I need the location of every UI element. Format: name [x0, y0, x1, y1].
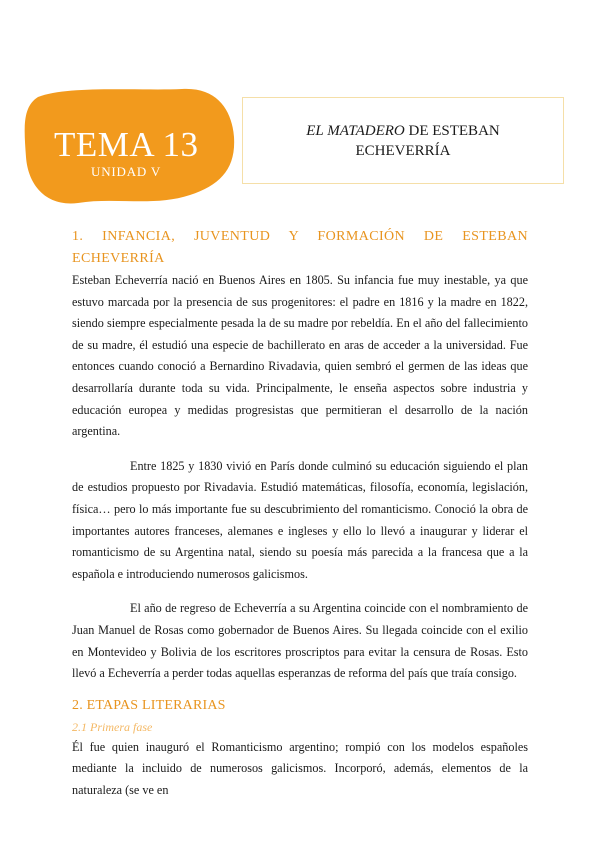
section-1-heading: 1. INFANCIA, JUVENTUD Y FORMACIÓN DE ESTEBAN ECHEVERRÍA: [72, 229, 528, 266]
section-2-1-subheading: 2.1 Primera fase: [72, 719, 153, 734]
title-work-name: EL MATADERO: [306, 122, 405, 139]
unidad-label: UNIDAD V: [91, 164, 162, 179]
section-2-heading: 2. ETAPAS LITERARIAS: [72, 697, 226, 713]
section-1-paragraph-2: Entre 1825 y 1830 vivió en París donde culminó su educación siguiendo el plan de estudios propuesto por Rivadavia. Estudió matemáticas, filosofía, economía, legislación, física… pero lo más importante fue su descubrimiento del romanticismo. Conoció la obra de importantes autores franceses, alemanes e ingleses y ello lo llevó a inaugurar y liderar el romanticismo de su Argentina natal, siendo su poesía más parecida a la francesa que a la española e introduciendo numerosos galicismos.: [72, 458, 528, 581]
section-2-paragraph-1: Él fue quien inauguró el Romanticismo argentino; rompió con los modelos españoles mediante la incluido de numerosos galicismos. Incorporó, además, elementos de la naturaleza (se ve en: [72, 739, 528, 797]
tema-number: TEMA 13: [54, 125, 199, 164]
document-body: [72, 226, 528, 801]
title-author: DE ESTEBAN ECHEVERRÍA: [355, 122, 500, 159]
section-1-paragraph-3: El año de regreso de Echeverría a su Argentina coincide con el nombramiento de Juan Manuel de Rosas como gobernador de Buenos Aires. Su llegada coincide con el exilio en Montevideo y Bolivia de los escritores proscriptos para evitar la censura de Rosas. Esto llevó a Echeverría a perder todas aquellas esperanzas de reforma del país que traía consigo.: [72, 601, 528, 681]
document-title: [279, 121, 527, 161]
document-title-box: [242, 97, 564, 184]
section-1-paragraph-1: Esteban Echeverría nació en Buenos Aires en 1805. Su infancia fue muy inestable, ya que estuvo marcada por la presencia de sus progenitores: el padre en 1816 y la madre en 1822, siendo siempre especialmente pesada la de su madre por rebeldía. En el año del fallecimiento de su madre, él estudió una especie de bachillerato en aras de acceder a la universidad. Fue entonces cuando conoció a Bernardino Rivadavia, quien sembró el germen de las ideas que desarrollaría durante toda su vida. Principalmente, le enseña aspectos sobre industria y educación europea y medidas progresistas que permitieran el desarrollo de la nación argentina.: [72, 273, 528, 439]
